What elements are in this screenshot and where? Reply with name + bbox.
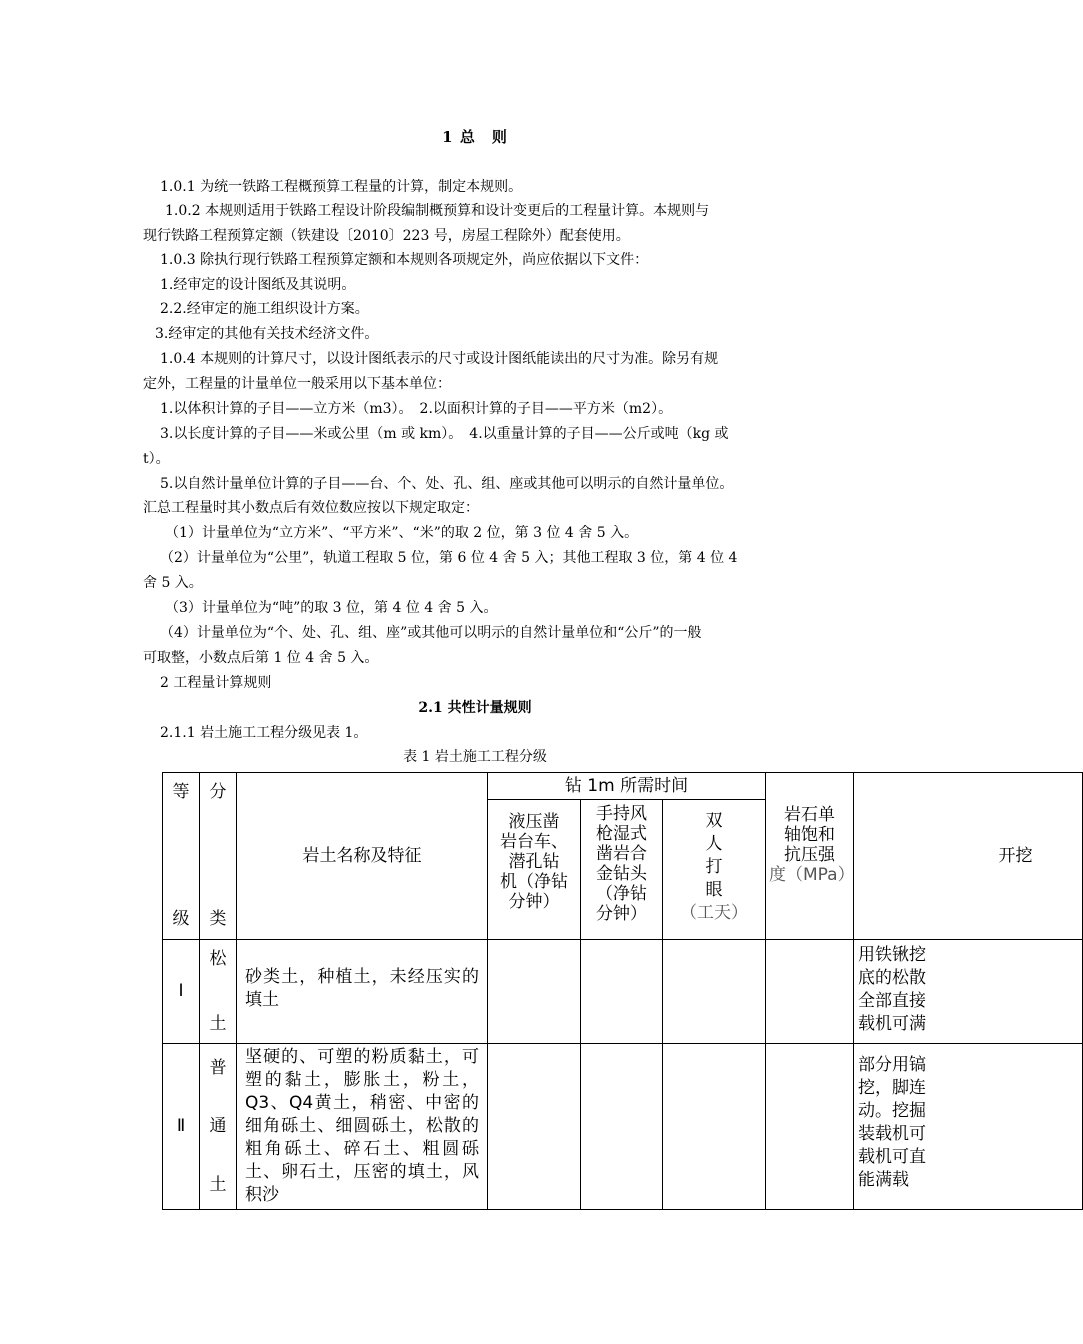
text-line: 1.0.1 为统一铁路工程概预算工程量的计算，制定本规则。 xyxy=(160,179,523,195)
text-line: 2.1.1 岩土施工工程分级见表 1。 xyxy=(160,725,368,741)
text-line: 1.0.3 除执行现行铁路工程预算定额和本规则各项规定外，尚应依据以下文件： xyxy=(160,252,649,268)
text-line: 2 工程量计算规则 xyxy=(160,675,272,691)
row-method: 用铁锹挖 底的松散 全部直接 载机可满 xyxy=(854,940,1083,1044)
row-strength xyxy=(766,940,854,1044)
text-line: （2）计量单位为“公里”，轨道工程取 5 位，第 6 位 4 舍 5 入；其他工程取 3 位，第 4 位 4 xyxy=(160,550,738,566)
row-handheld-drill xyxy=(581,940,663,1044)
table-row xyxy=(163,940,1083,1044)
text-line: （3）计量单位为“吨”的取 3 位，第 4 位 4 舍 5 入。 xyxy=(165,600,498,616)
text-line: 3.以长度计算的子目——米或公里（m 或 km）。 4.以重量计算的子目——公斤或吨（kg 或 xyxy=(160,426,729,442)
header-drill-rig: 液压凿 岩台车、 潜孔钻 机（净钻 分钟） xyxy=(488,800,581,940)
row-handheld-drill xyxy=(581,1044,663,1210)
soil-classification-table xyxy=(162,772,1083,1210)
subsection-title: 2.1 共性计量规则 xyxy=(418,700,532,716)
row-manual-drilling xyxy=(663,1044,766,1210)
text-line: 2.2.经审定的施工组织设计方案。 xyxy=(160,301,369,317)
row-drill-rig xyxy=(488,1044,581,1210)
text-line: 3.经审定的其他有关技术经济文件。 xyxy=(155,326,379,342)
header-drill-group: 钻 1m 所需时间 xyxy=(488,773,766,800)
header-strength: 岩石单 轴饱和 抗压强 度（MPa） xyxy=(766,773,854,940)
row-strength xyxy=(766,1044,854,1210)
table-row xyxy=(163,1044,1083,1210)
row-category: 普 通 土 xyxy=(200,1044,237,1210)
header-name: 岩土名称及特征 xyxy=(237,773,488,940)
text-line: 可取整，小数点后第 1 位 4 舍 5 入。 xyxy=(143,650,379,666)
text-line: 1.经审定的设计图纸及其说明。 xyxy=(160,277,356,293)
text-line: 5.以自然计量单位计算的子目——台、个、处、孔、组、座或其他可以明示的自然计量单位。 xyxy=(160,476,734,492)
text-line: 汇总工程量时其小数点后有效位数应按以下规定取定： xyxy=(143,500,479,516)
text-line: 1.以体积计算的子目——立方米（m3）。 2.以面积计算的子目——平方米（m2）。 xyxy=(160,401,673,417)
row-grade: Ⅰ xyxy=(163,940,200,1044)
row-name: 坚硬的、可塑的粉质黏土，可塑的黏土，膨胀土，粉土，Q3、Q4黄土，稍密、中密的细角砾土、细圆砾土，松散的粗角砾土、碎石土、粗圆砾土、卵石土，压密的填土，风积沙 xyxy=(237,1044,488,1210)
table-caption: 表 1 岩土施工工程分级 xyxy=(403,749,547,765)
text-line: t）。 xyxy=(143,451,170,467)
header-handheld-drill: 手持风 枪湿式 凿岩合 金钻头 （净钻 分钟） xyxy=(581,800,663,940)
header-grade: 等 级 xyxy=(163,773,200,940)
row-category: 松 土 xyxy=(200,940,237,1044)
text-line: （1）计量单位为“立方米”、“平方米”、“米”的取 2 位，第 3 位 4 舍 5 入。 xyxy=(165,525,639,541)
text-line: 现行铁路工程预算定额（铁建设〔2010〕223 号，房屋工程除外）配套使用。 xyxy=(143,228,630,244)
text-line: 舍 5 入。 xyxy=(143,575,203,591)
header-method: 开挖 xyxy=(854,773,1083,940)
row-manual-drilling xyxy=(663,940,766,1044)
text-line: 定外，工程量的计量单位一般采用以下基本单位： xyxy=(143,376,451,392)
text-line: （4）计量单位为“个、处、孔、组、座”或其他可以明示的自然计量单位和“公斤”的一般 xyxy=(160,625,702,641)
text-line: 1.0.2 本规则适用于铁路工程设计阶段编制概预算和设计变更后的工程量计算。本规则与 xyxy=(165,203,710,219)
row-grade: Ⅱ xyxy=(163,1044,200,1210)
soil-classification-table-wrapper xyxy=(162,772,1033,1208)
row-name: 砂类土，种植土，未经压实的填土 xyxy=(237,940,488,1044)
section-title: 1 总 则 xyxy=(442,128,508,146)
header-category: 分 类 xyxy=(200,773,237,940)
row-method: 部分用镐 挖，脚连 动。挖掘 装载机可 载机可直 能满载 xyxy=(854,1044,1083,1210)
header-manual-drilling: 双 人 打 眼 （工天） xyxy=(663,800,766,940)
row-drill-rig xyxy=(488,940,581,1044)
text-line: 1.0.4 本规则的计算尺寸，以设计图纸表示的尺寸或设计图纸能读出的尺寸为准。除另有规 xyxy=(160,351,719,367)
